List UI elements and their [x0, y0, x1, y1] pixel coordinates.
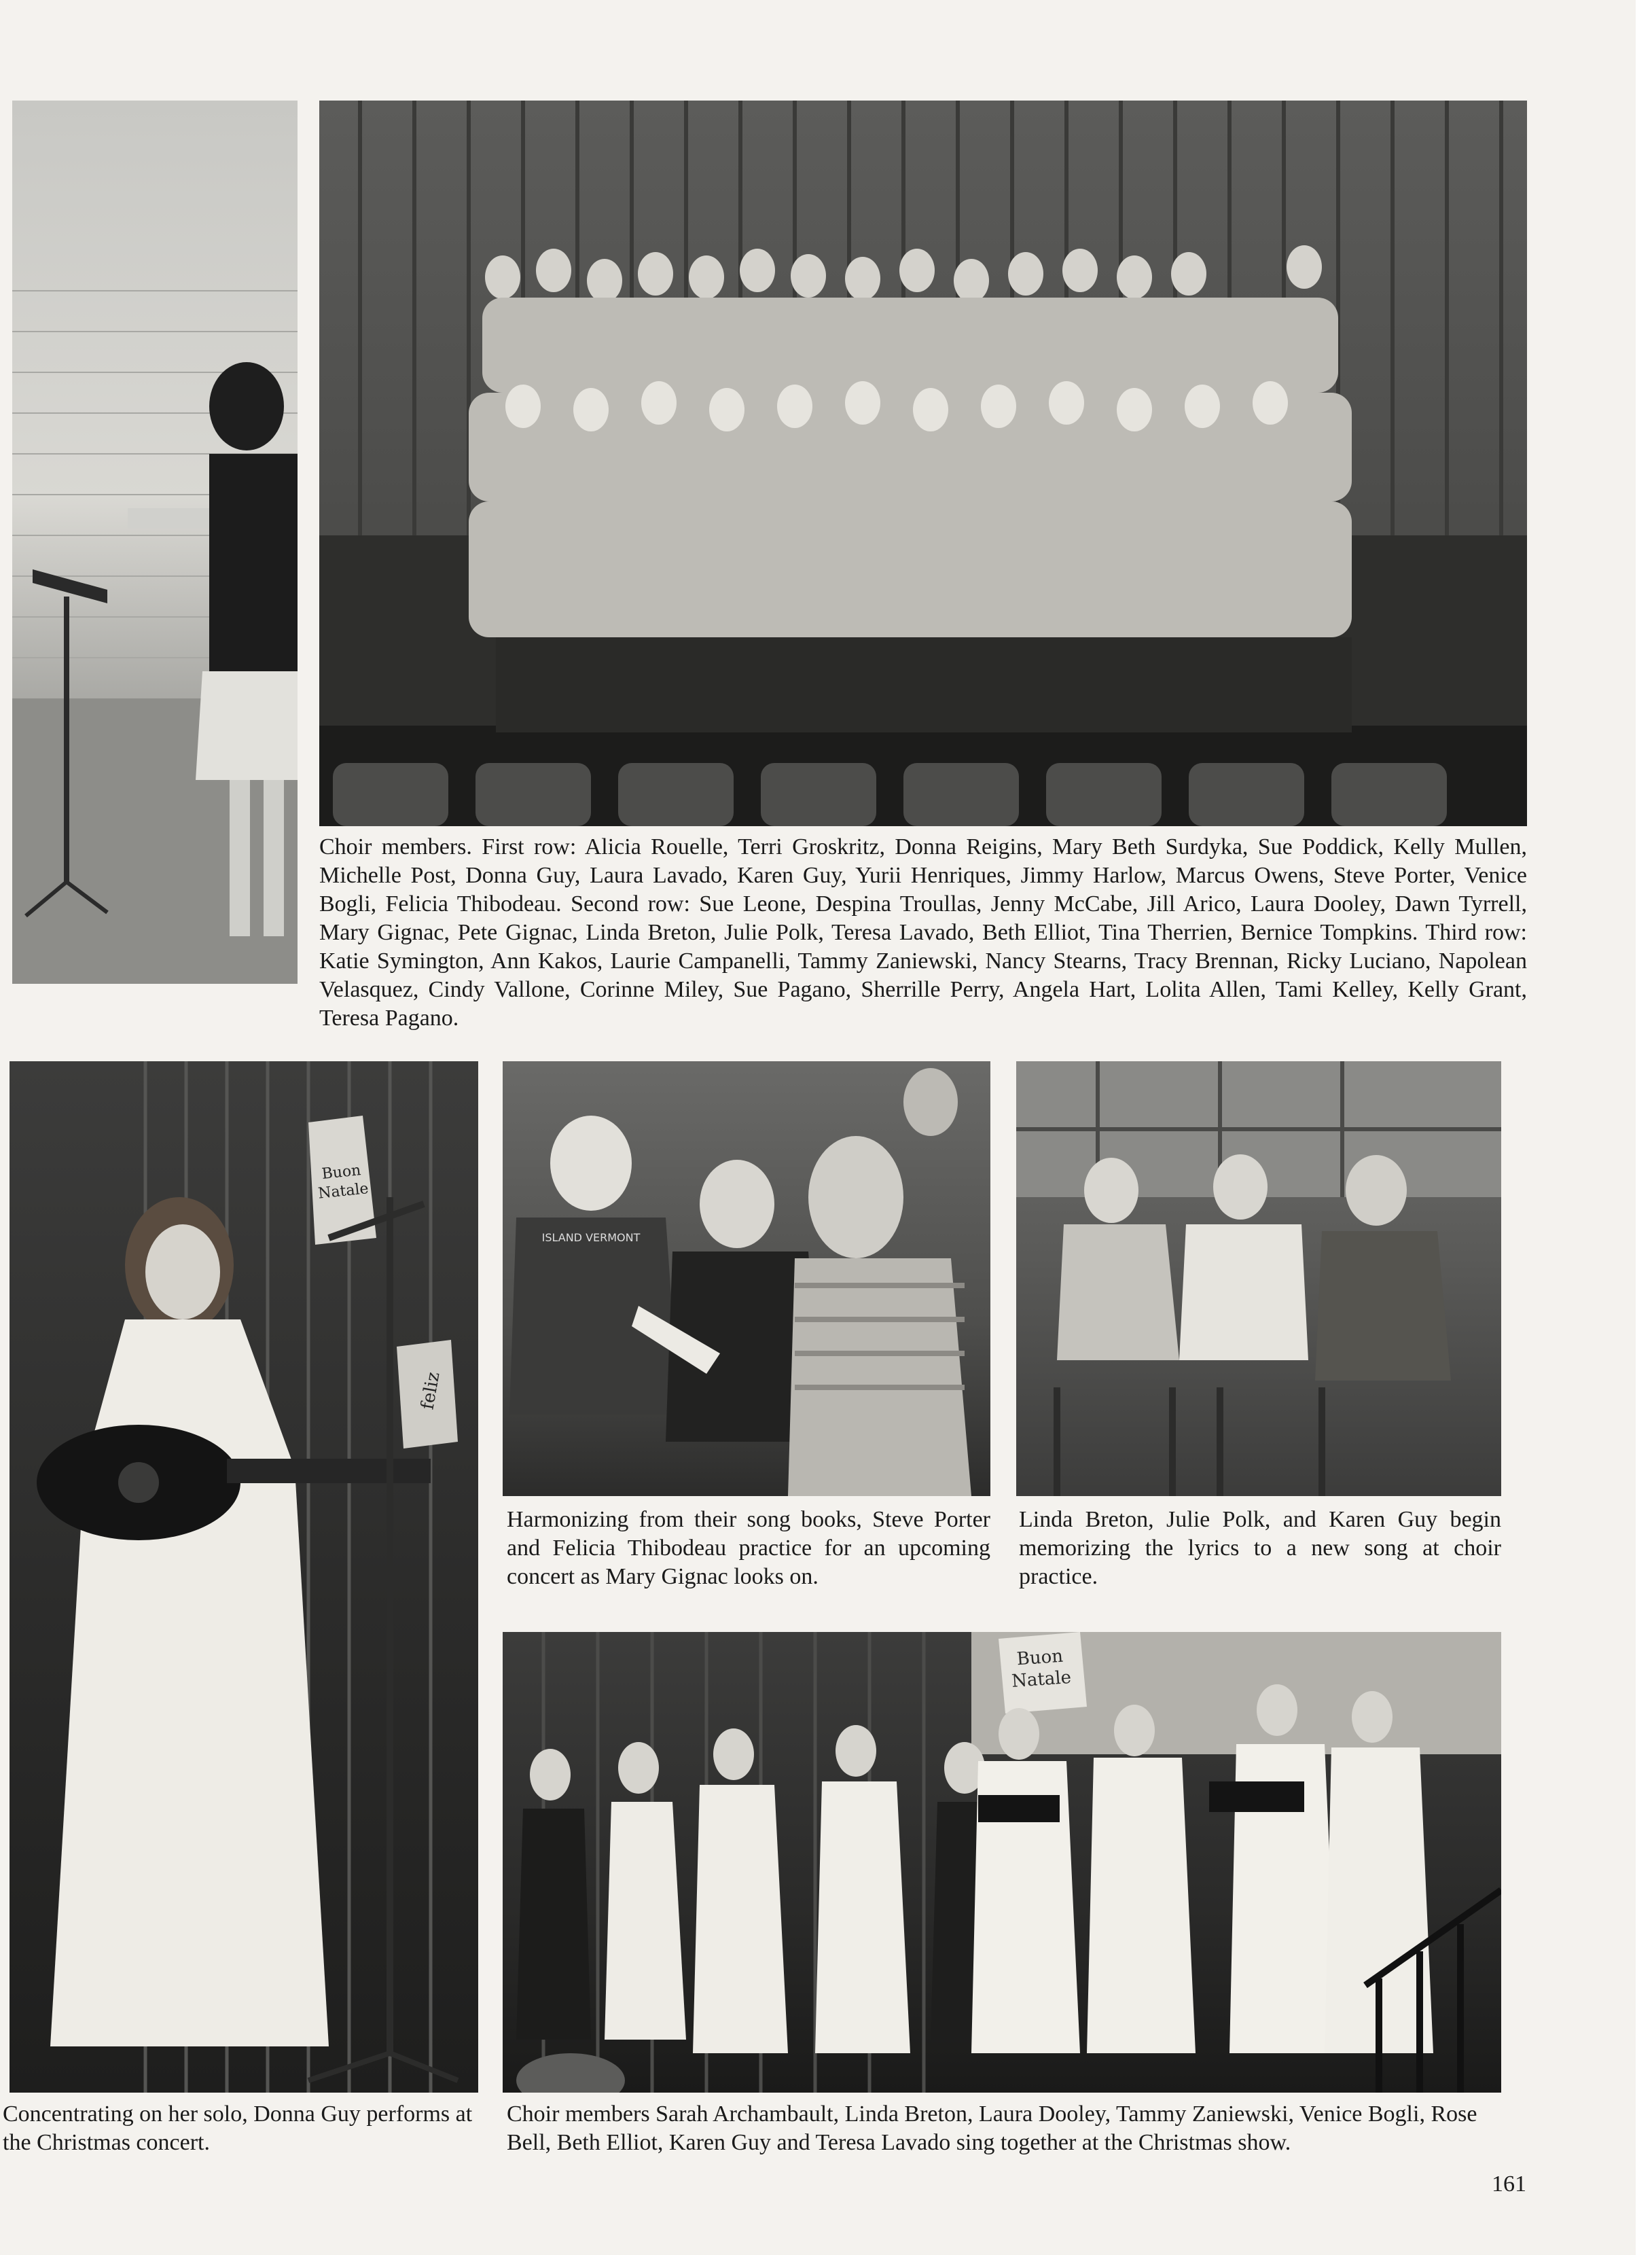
christmas-show-photo: [503, 1632, 1501, 2093]
choir-group-photo: [319, 101, 1527, 826]
harmonizing-photo: [503, 1061, 990, 1496]
solo-guitar-photo: [10, 1061, 478, 2093]
conductor-photo: [12, 101, 298, 984]
harmonizing-caption: Harmonizing from their song books, Steve Porter and Felicia Thibodeau practice for an upcoming concert as Mary Gignac looks on.: [507, 1507, 990, 1589]
buon-natale-sign-text: Buon Natale: [317, 1162, 370, 1203]
solo-caption: Concentrating on her solo, Donna Guy performs at the Christmas concert.: [3, 2101, 473, 2155]
buon-natale-banner-text: Buon Natale: [1011, 1646, 1073, 1692]
shirt-text: ISLAND VERMONT: [541, 1231, 641, 1244]
feliz-sign-text: feliz: [417, 1370, 444, 1411]
page-number: 161: [1492, 2171, 1526, 2197]
memorizing-photo: [1016, 1061, 1501, 1496]
page-edge: [1636, 0, 1652, 2255]
christmas-show-caption: Choir members Sarah Archambault, Linda Breton, Laura Dooley, Tammy Zaniewski, Venice Bogli, Rose Bell, Beth Elliot, Karen Guy and Teresa Lavado sing together at the Christmas show.: [507, 2101, 1477, 2155]
choir-group-caption: Choir members. First row: Alicia Rouelle, Terri Groskritz, Donna Reigins, Mary Beth Surdyka, Sue Poddick, Kelly Mullen, Michelle Post, Donna Guy, Laura Lavado, Karen Guy, Yurii Henriques, Jimmy Harlow, Marcus Owens, Steve Porter, Venice Bogli, Felicia Thibodeau. Second row: Sue Leone, Despina Troullas, Jenny McCabe, Jill Arico, Laura Dooley, Dawn Tyrrell, Mary Gignac, Pete Gignac, Linda Breton, Julie Polk, Teresa Lavado, Beth Elliot, Tina Therrien, Bernice Tompkins. Third row: Katie Symington, Ann Kakos, Laurie Campanelli, Tammy Zaniewski, Nancy Stearns, Tracy Brennan, Ricky Luciano, Napolean Velasquez, Cindy Vallone, Corinne Miley, Sue Pagano, Sherrille Perry, Angela Hart, Lolita Allen, Tami Kelley, Kelly Grant, Teresa Pagano.: [319, 834, 1527, 1031]
memorizing-caption: Linda Breton, Julie Polk, and Karen Guy begin memorizing the lyrics to a new song at choir practice.: [1019, 1507, 1501, 1589]
